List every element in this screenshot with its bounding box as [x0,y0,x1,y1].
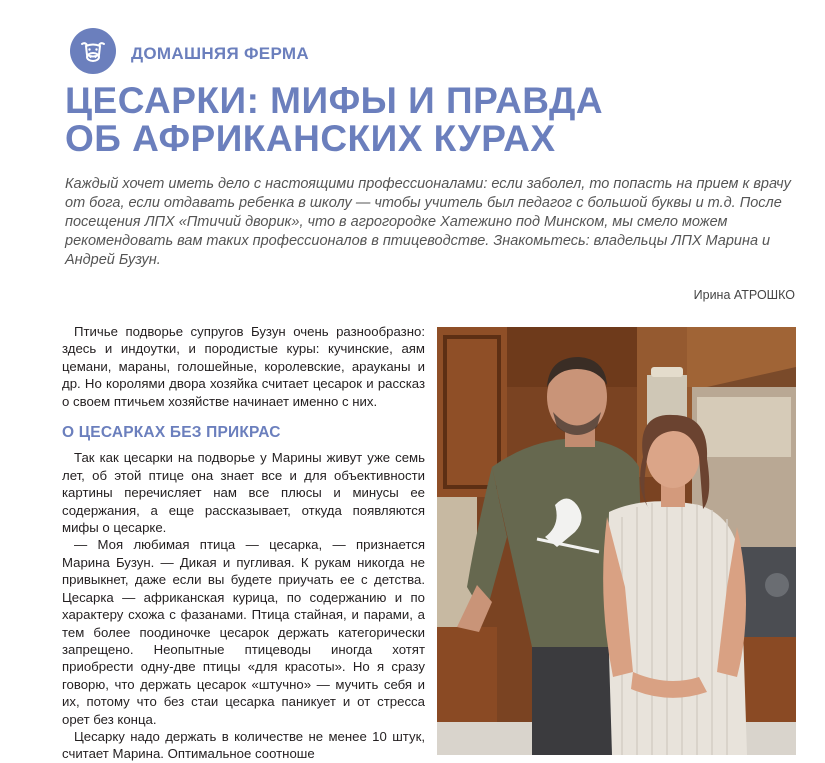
headline [65,82,603,158]
article-photo [437,327,796,755]
section-title: ДОМАШНЯЯ ФЕРМА [131,44,309,63]
cow-icon [78,36,108,66]
body-paragraph: Цесарку надо держать в количестве не менее 10 штук, считает Марина. Оптимальное соотноше [62,728,425,762]
body-paragraph: Птичье подворье супругов Бузун очень разнообразно: здесь и индоутки, и породистые куры: кучинские, аям цемани, мараны, голошейные, королевские, арауканы и др. Но королями двора хозяйка считает цесарок и рассказ о своем птичьем хозяйстве начинает именно с них. [62,324,425,409]
headline-line-1: ЦЕСАРКИ: МИФЫ И ПРАВДА [65,80,604,121]
subheading: О ЦЕСАРКАХ БЕЗ ПРИКРАС [62,424,281,442]
headline-line-2: ОБ АФРИКАНСКИХ КУРАХ [65,118,556,159]
section-badge [70,28,116,74]
photo-illustration [437,327,796,755]
article-column [62,323,425,763]
body-paragraph: — Моя любимая птица — цесарка, — признается Марина Бузун. — Дикая и пугливая. К рукам никогда не привыкнет, даже если вы будете приучать ее с детства. Цесарка — африканская курица, по содержанию и по характеру схожа с фазанами. Птица стайная, и парами, а тем более поодиночке цесарок держать категорически запрещено. Неопытные птицеводы иногда хотят приобрести одну-две птицы «для красоты». Но я сразу говорю, что держать цесарок «штучно» — мучить себя и их, потому что без стаи цесарка паникует и от стресса орет без конца. [62,537,425,727]
lead-paragraph: Каждый хочет иметь дело с настоящими профессионалами: если заболел, то попасть на прием к врачу от бога, если отдавать ребенка в школу — чтобы учитель был педагог с большой буквы и т.д. После посещения ЛПХ «Птичий дворик», что в агрогородке Хатежино под Минском, мы смело можем рекомендовать вам таких профессионалов в птицеводстве. Знакомьтесь: владельцы ЛПХ Марина и Андрей Бузун. [65,176,791,268]
author-byline: Ирина АТРОШКО [693,288,795,302]
body-paragraph: Так как цесарки на подворье у Марины живут уже семь лет, об этой птице она знает все и для объективности картины перечисляет нам все плюсы и минусы ее содержания, а еще рассказывает, откуда появляются мифы о цесарке. [62,450,425,536]
